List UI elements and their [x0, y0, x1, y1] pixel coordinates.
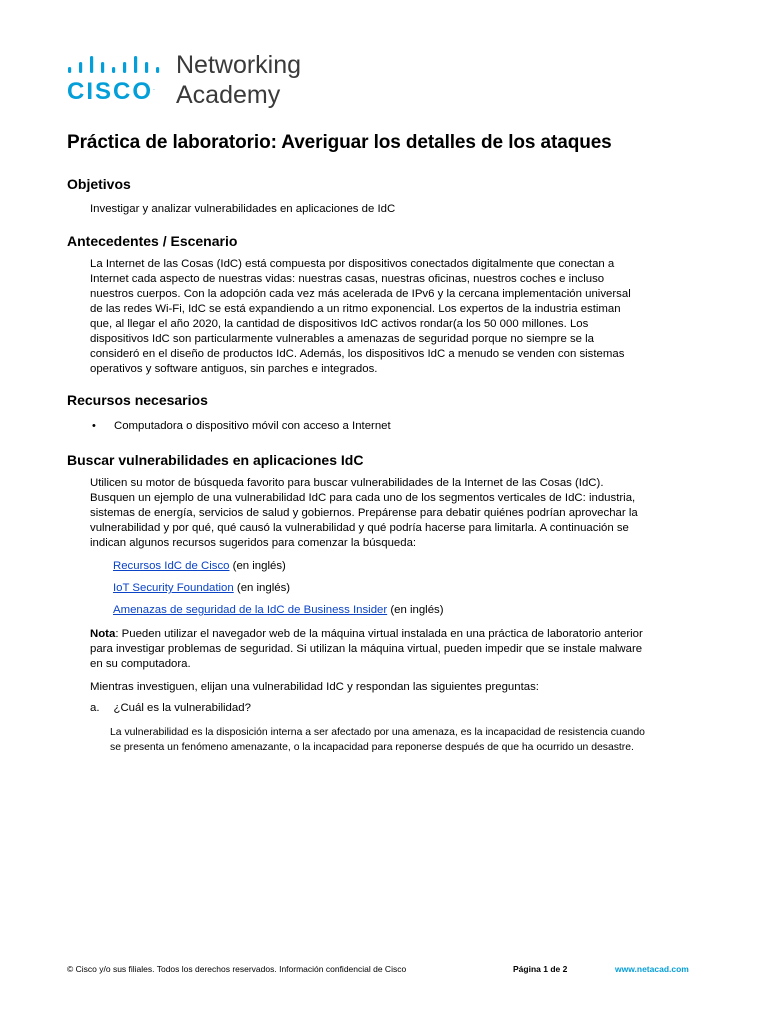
brand-line-2: Academy — [176, 81, 281, 109]
note-line — [90, 627, 710, 642]
link-amenazas-business-insider[interactable]: Amenazas de seguridad de la IdC de Business Insider — [113, 604, 388, 616]
link-iot-security-foundation[interactable]: IoT Security Foundation — [113, 582, 234, 594]
recursos-item: Computadora o dispositivo móvil con acceso a Internet — [114, 420, 391, 432]
link-suffix: (en inglés) — [229, 560, 286, 572]
link-recursos-idc-cisco[interactable]: Recursos IdC de Cisco — [113, 560, 230, 572]
page-title: Práctica de laboratorio: Averiguar los detalles de los ataques — [67, 132, 612, 153]
note-line: en su computadora. — [90, 658, 191, 670]
paragraph-line: Busquen un ejemplo de una vulnerabilidad IdC para cada uno de los segmentos verticales de IdC: industria, — [90, 492, 636, 504]
footer-copyright: © Cisco y/o sus filiales. Todos los derechos reservados. Información confidencial de Cisco — [67, 964, 407, 974]
paragraph-line: Utilicen su motor de búsqueda favorito para buscar vulnerabilidades de la Internet de las Cosas (IdC). — [90, 477, 604, 489]
paragraph-line: Internet cada aspecto de nuestras vidas: nuestras casas, nuestras oficinas, nuestros coches e incluso — [90, 273, 605, 285]
resource-link-row — [113, 559, 733, 574]
heading-recursos: Recursos necesarios — [67, 392, 208, 408]
footer-url[interactable]: www.netacad.com — [615, 964, 689, 974]
question-a — [90, 701, 710, 716]
resource-link-row — [113, 581, 733, 596]
instruction-text: Mientras investiguen, elijan una vulnerabilidad IdC y respondan las siguientes preguntas: — [90, 681, 539, 693]
cisco-wordmark: CISCO. — [67, 78, 155, 105]
brand-line-1: Networking — [176, 51, 302, 79]
paragraph-line: operativos y software antiguos, sin parches e integrados. — [90, 363, 378, 375]
paragraph-line: vulnerabilidad y por qué, qué causó la vulnerabilidad y qué podría hacerse para limitarla. A continuación se — [90, 522, 629, 534]
resource-link-row — [113, 603, 733, 618]
paragraph-line: consideró en el diseño de productos IdC. Además, los dispositivos IdC a menudo se venden con sistemas — [90, 348, 625, 360]
answer-a — [110, 725, 710, 755]
objetivos-text: Investigar y analizar vulnerabilidades en aplicaciones de IdC — [90, 203, 396, 215]
buscar-paragraph — [90, 476, 710, 551]
paragraph-line: La Internet de las Cosas (IdC) está compuesta por dispositivos conectados digitalmente que conectan a — [90, 258, 615, 270]
question-text: ¿Cuál es la vulnerabilidad? — [113, 702, 251, 714]
question-marker: a. — [90, 702, 100, 714]
link-suffix: (en inglés) — [387, 604, 444, 616]
link-suffix: (en inglés) — [233, 582, 291, 594]
antecedentes-paragraph — [90, 257, 710, 377]
bullet-marker: • — [92, 420, 96, 432]
note-paragraph — [90, 627, 710, 672]
note-line: para investigar problemas de seguridad. Si utilizan la máquina virtual, pueden impedir que se instale malware — [90, 643, 643, 655]
paragraph-line: que, al llegar el año 2020, la cantidad de dispositivos IdC activos rondar(a los 50 000 millones. Los — [90, 318, 589, 330]
heading-buscar: Buscar vulnerabilidades en aplicaciones IdC — [67, 452, 364, 468]
note-text: : Pueden utilizar el navegador web de la máquina virtual instalada en una práctica de laboratorio anterior — [115, 628, 643, 640]
paragraph-line: de las redes Wi-Fi, IdC se está expandiendo a un ritmo exponencial. Los expertos de la industria estiman — [90, 303, 621, 315]
paragraph-line: nuestros cuerpos. Con la adopción cada vez más acelerada de IPv6 y la cercana implementación universal — [90, 288, 631, 300]
note-label: Nota — [90, 628, 116, 640]
answer-line: La vulnerabilidad es la disposición interna a ser afectado por una amenaza, es la incapacidad de resistencia cuando — [110, 727, 645, 738]
answer-line: se presenta un fenómeno amenazante, o la incapacidad para reponerse después de que ha ocurrido un desastre. — [110, 742, 634, 753]
academy-name — [176, 50, 301, 110]
paragraph-line: indican algunos recursos sugeridos para comenzar la búsqueda: — [90, 537, 417, 549]
heading-antecedentes: Antecedentes / Escenario — [67, 233, 238, 249]
cisco-networking-academy-logo — [67, 50, 337, 110]
heading-objetivos: Objetivos — [67, 176, 131, 192]
paragraph-line: sistemas de energía, servicios de salud y gobiernos. Prepárense para debatir quiénes podrían aprovechar la — [90, 507, 638, 519]
paragraph-line: dispositivos IdC son particularmente vulnerables a amenazas de seguridad porque no siempre se la — [90, 333, 595, 345]
footer-page-number: Página 1 de 2 — [513, 964, 568, 974]
cisco-bars-icon — [67, 56, 167, 78]
